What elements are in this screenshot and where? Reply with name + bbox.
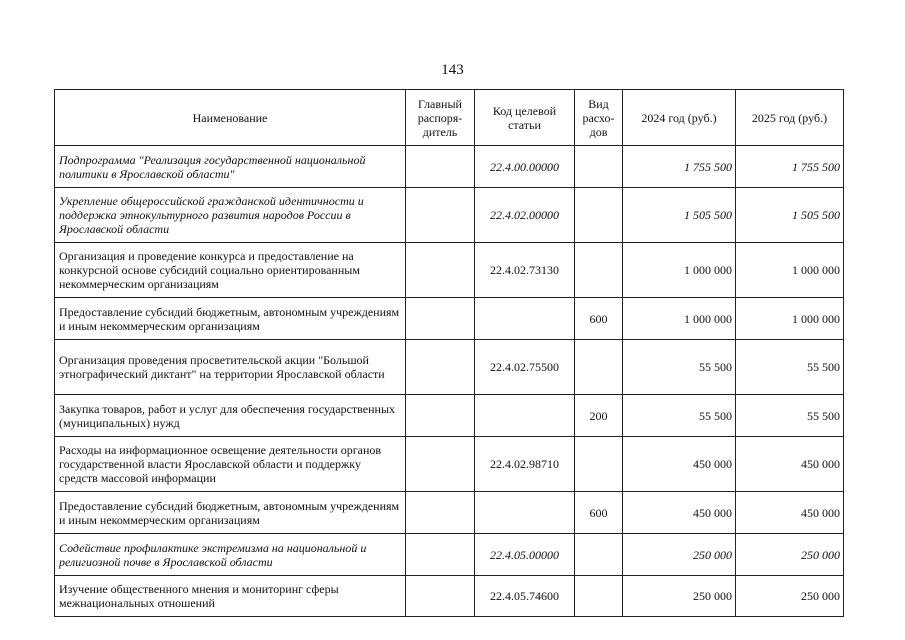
row-code: 22.4.05.00000 bbox=[475, 534, 575, 576]
row-2025: 1 505 500 bbox=[736, 188, 844, 243]
row-ministry bbox=[406, 437, 475, 492]
row-2024: 55 500 bbox=[623, 395, 736, 437]
row-2025: 450 000 bbox=[736, 437, 844, 492]
table-header-row bbox=[55, 90, 844, 146]
row-2025: 1 000 000 bbox=[736, 298, 844, 340]
table-row bbox=[55, 146, 844, 188]
row-code: 22.4.02.73130 bbox=[475, 243, 575, 298]
row-code: 22.4.02.00000 bbox=[475, 188, 575, 243]
table-row bbox=[55, 534, 844, 576]
row-code bbox=[475, 492, 575, 534]
row-2025: 250 000 bbox=[736, 534, 844, 576]
row-type bbox=[575, 188, 623, 243]
row-type bbox=[575, 243, 623, 298]
row-name: Предоставление субсидий бюджетным, автономным учреждениям и иным некоммерческим организациям bbox=[55, 298, 406, 340]
table-body bbox=[55, 146, 844, 617]
row-name: Предоставление субсидий бюджетным, автономным учреждениям и иным некоммерческим организациям bbox=[55, 492, 406, 534]
row-ministry bbox=[406, 576, 475, 617]
row-2025: 55 500 bbox=[736, 340, 844, 395]
row-name: Подпрограмма "Реализация государственной национальной политики в Ярославской области" bbox=[55, 146, 406, 188]
row-2024: 1 000 000 bbox=[623, 243, 736, 298]
row-2025: 1 000 000 bbox=[736, 243, 844, 298]
row-ministry bbox=[406, 395, 475, 437]
row-type bbox=[575, 576, 623, 617]
row-name: Закупка товаров, работ и услуг для обеспечения государственных (муниципальных) нужд bbox=[55, 395, 406, 437]
row-2024: 1 505 500 bbox=[623, 188, 736, 243]
row-name: Изучение общественного мнения и мониторинг сферы межнациональных отношений bbox=[55, 576, 406, 617]
row-2025: 55 500 bbox=[736, 395, 844, 437]
row-2024: 450 000 bbox=[623, 437, 736, 492]
table-row bbox=[55, 298, 844, 340]
row-type bbox=[575, 437, 623, 492]
table-row bbox=[55, 395, 844, 437]
row-2024: 250 000 bbox=[623, 576, 736, 617]
row-2025: 450 000 bbox=[736, 492, 844, 534]
row-ministry bbox=[406, 534, 475, 576]
row-2024: 250 000 bbox=[623, 534, 736, 576]
table-row bbox=[55, 243, 844, 298]
page-number: 143 bbox=[441, 62, 464, 78]
row-type: 600 bbox=[575, 492, 623, 534]
table-row bbox=[55, 576, 844, 617]
table-row bbox=[55, 437, 844, 492]
row-ministry bbox=[406, 243, 475, 298]
row-ministry bbox=[406, 340, 475, 395]
row-ministry bbox=[406, 146, 475, 188]
row-name: Расходы на информационное освещение деятельности органов государственной власти Ярославской области и поддержку средств массовой информации bbox=[55, 437, 406, 492]
row-type bbox=[575, 534, 623, 576]
header-2025: 2025 год (руб.) bbox=[736, 90, 844, 146]
row-name: Содействие профилактике экстремизма на национальной и религиозной почве в Ярославской области bbox=[55, 534, 406, 576]
row-code: 22.4.02.75500 bbox=[475, 340, 575, 395]
row-code: 22.4.05.74600 bbox=[475, 576, 575, 617]
row-2024: 55 500 bbox=[623, 340, 736, 395]
row-code bbox=[475, 298, 575, 340]
row-code: 22.4.02.98710 bbox=[475, 437, 575, 492]
row-code: 22.4.00.00000 bbox=[475, 146, 575, 188]
header-code: Код целевой статьи bbox=[475, 90, 575, 146]
table-row bbox=[55, 188, 844, 243]
row-ministry bbox=[406, 298, 475, 340]
table-row bbox=[55, 340, 844, 395]
row-name: Организация и проведение конкурса и предоставление на конкурсной основе субсидий социально ориентированным некоммерческим организациям bbox=[55, 243, 406, 298]
row-2025: 250 000 bbox=[736, 576, 844, 617]
row-2025: 1 755 500 bbox=[736, 146, 844, 188]
row-type bbox=[575, 146, 623, 188]
row-type bbox=[575, 340, 623, 395]
row-2024: 1 000 000 bbox=[623, 298, 736, 340]
row-type: 600 bbox=[575, 298, 623, 340]
header-type: Вид расхо-дов bbox=[575, 90, 623, 146]
row-2024: 1 755 500 bbox=[623, 146, 736, 188]
row-ministry bbox=[406, 188, 475, 243]
header-2024: 2024 год (руб.) bbox=[623, 90, 736, 146]
header-name: Наименование bbox=[55, 90, 406, 146]
budget-table bbox=[54, 89, 844, 617]
row-name: Организация проведения просветительской акции "Большой этнографический диктант" на территории Ярославской области bbox=[55, 340, 406, 395]
row-2024: 450 000 bbox=[623, 492, 736, 534]
row-type: 200 bbox=[575, 395, 623, 437]
table-row bbox=[55, 492, 844, 534]
row-name: Укрепление общероссийской гражданской идентичности и поддержка этнокультурного развития народов России в Ярославской области bbox=[55, 188, 406, 243]
header-ministry: Главный распоря-дитель bbox=[406, 90, 475, 146]
row-code bbox=[475, 395, 575, 437]
row-ministry bbox=[406, 492, 475, 534]
